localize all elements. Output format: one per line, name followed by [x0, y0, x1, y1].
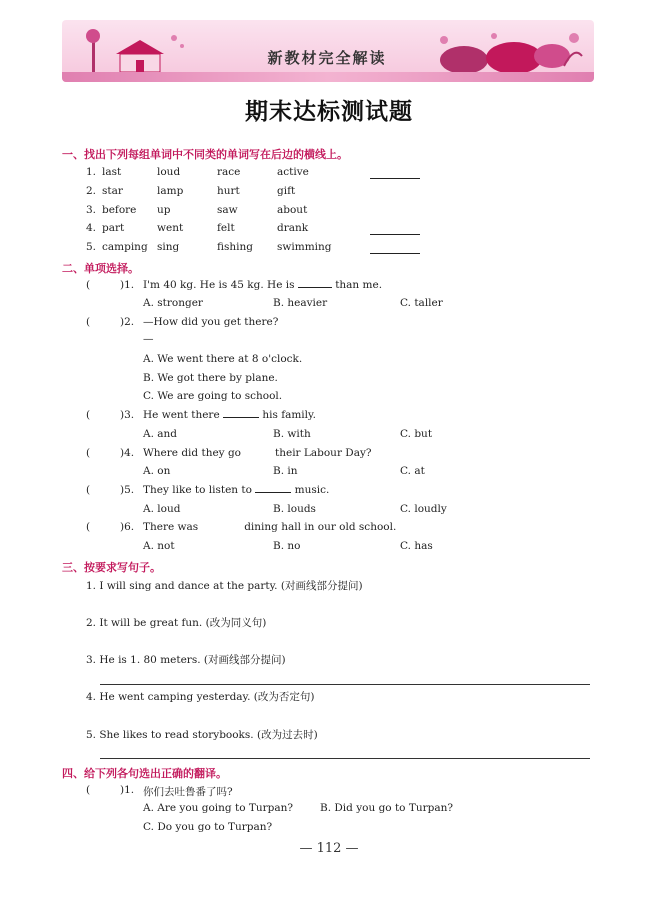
item-number: 1.	[86, 166, 97, 178]
house-tree-illustration-icon	[82, 26, 192, 76]
option: A. We went there at 8 o'clock.	[143, 353, 303, 365]
word: part	[102, 222, 125, 234]
word: went	[157, 222, 184, 234]
word: swimming	[277, 241, 332, 253]
item-number: 3.	[86, 204, 97, 216]
option: B. louds	[273, 503, 316, 515]
answer-paren-open[interactable]: (	[86, 784, 91, 796]
answer-paren-open[interactable]: (	[86, 279, 91, 291]
answer-paren-open[interactable]: (	[86, 316, 91, 328]
option: B. We got there by plane.	[143, 372, 278, 384]
section-2-heading: 二、单项选择。	[62, 262, 139, 275]
word: gift	[277, 185, 296, 197]
word: sing	[157, 241, 180, 253]
question-stem: Where did they go their Labour Day?	[143, 447, 372, 459]
option: A. not	[143, 540, 175, 552]
option: B. Did you go to Turpan?	[320, 802, 453, 814]
word: up	[157, 204, 171, 216]
answer-blank[interactable]	[370, 253, 420, 254]
item-number: 4.	[86, 222, 97, 234]
word: loud	[157, 166, 181, 178]
word: lamp	[157, 185, 184, 197]
fill-blank[interactable]	[223, 417, 259, 418]
section-1-heading: 一、找出下列每组单词中不同类的单词写在后边的横线上。	[62, 148, 348, 161]
option: C. Do you go to Turpan?	[143, 821, 273, 833]
option: A. stronger	[143, 297, 203, 309]
word: felt	[217, 222, 235, 234]
answer-line[interactable]	[100, 758, 590, 759]
question-number: )5.	[120, 484, 135, 496]
option: B. in	[273, 465, 298, 477]
answer-paren-open[interactable]: (	[86, 484, 91, 496]
word: star	[102, 185, 123, 197]
fill-blank[interactable]	[255, 492, 291, 493]
fill-blank[interactable]	[298, 287, 332, 288]
option: C. has	[400, 540, 433, 552]
question-stem: I'm 40 kg. He is 45 kg. He is than me.	[143, 279, 383, 291]
question-stem: —How did you get there?	[143, 316, 279, 328]
rewrite-item: 2. It will be great fun. (改为同义句)	[86, 617, 267, 629]
option: B. no	[273, 540, 301, 552]
word: saw	[217, 204, 238, 216]
rewrite-item: 5. She likes to read storybooks. (改为过去时)	[86, 729, 318, 741]
question-stem: He went there his family.	[143, 409, 316, 421]
option: C. We are going to school.	[143, 390, 283, 402]
option: C. loudly	[400, 503, 447, 515]
question-number: )6.	[120, 521, 135, 533]
answer-blank[interactable]	[370, 178, 420, 179]
answer-line[interactable]	[100, 684, 590, 685]
question-stem: They like to listen to music.	[143, 484, 330, 496]
question-stem: There was dining hall in our old school.	[143, 521, 397, 533]
banner-strip	[62, 72, 594, 82]
question-number: )4.	[120, 447, 135, 459]
word: camping	[102, 241, 148, 253]
rewrite-item: 1. I will sing and dance at the party. (对画线部分提问)	[86, 580, 363, 592]
question-number: )1.	[120, 279, 135, 291]
option: A. Are you going to Turpan?	[143, 802, 294, 814]
option: C. at	[400, 465, 425, 477]
word: race	[217, 166, 241, 178]
question-stem: 你们去吐鲁番了吗?	[143, 786, 233, 798]
header-banner	[62, 20, 594, 82]
word: last	[102, 166, 122, 178]
banner-title: 新教材完全解读	[267, 49, 387, 67]
section-4-heading: 四、给下列各句选出正确的翻译。	[62, 767, 227, 780]
section-3-heading: 三、按要求写句子。	[62, 561, 161, 574]
word: fishing	[217, 241, 253, 253]
option: A. loud	[143, 503, 181, 515]
word: hurt	[217, 185, 240, 197]
answer-paren-open[interactable]: (	[86, 521, 91, 533]
item-number: 5.	[86, 241, 97, 253]
option: C. taller	[400, 297, 443, 309]
reply-dash: —	[143, 333, 154, 345]
item-number: 2.	[86, 185, 97, 197]
word: active	[277, 166, 309, 178]
option: C. but	[400, 428, 433, 440]
question-number: )2.	[120, 316, 135, 328]
page-title: 期末达标测试题	[245, 98, 413, 125]
word: about	[277, 204, 308, 216]
floral-decoration-icon	[424, 26, 584, 76]
word: before	[102, 204, 137, 216]
question-number: )3.	[120, 409, 135, 421]
answer-blank[interactable]	[370, 234, 420, 235]
option: B. heavier	[273, 297, 328, 309]
word: drank	[277, 222, 309, 234]
option: A. on	[143, 465, 171, 477]
page-number: — 112 —	[299, 841, 359, 856]
option: A. and	[143, 428, 178, 440]
rewrite-item: 3. He is 1. 80 meters. (对画线部分提问)	[86, 654, 286, 666]
answer-paren-open[interactable]: (	[86, 447, 91, 459]
rewrite-item: 4. He went camping yesterday. (改为否定句)	[86, 691, 315, 703]
question-number: )1.	[120, 784, 135, 796]
answer-paren-open[interactable]: (	[86, 409, 91, 421]
option: B. with	[273, 428, 311, 440]
